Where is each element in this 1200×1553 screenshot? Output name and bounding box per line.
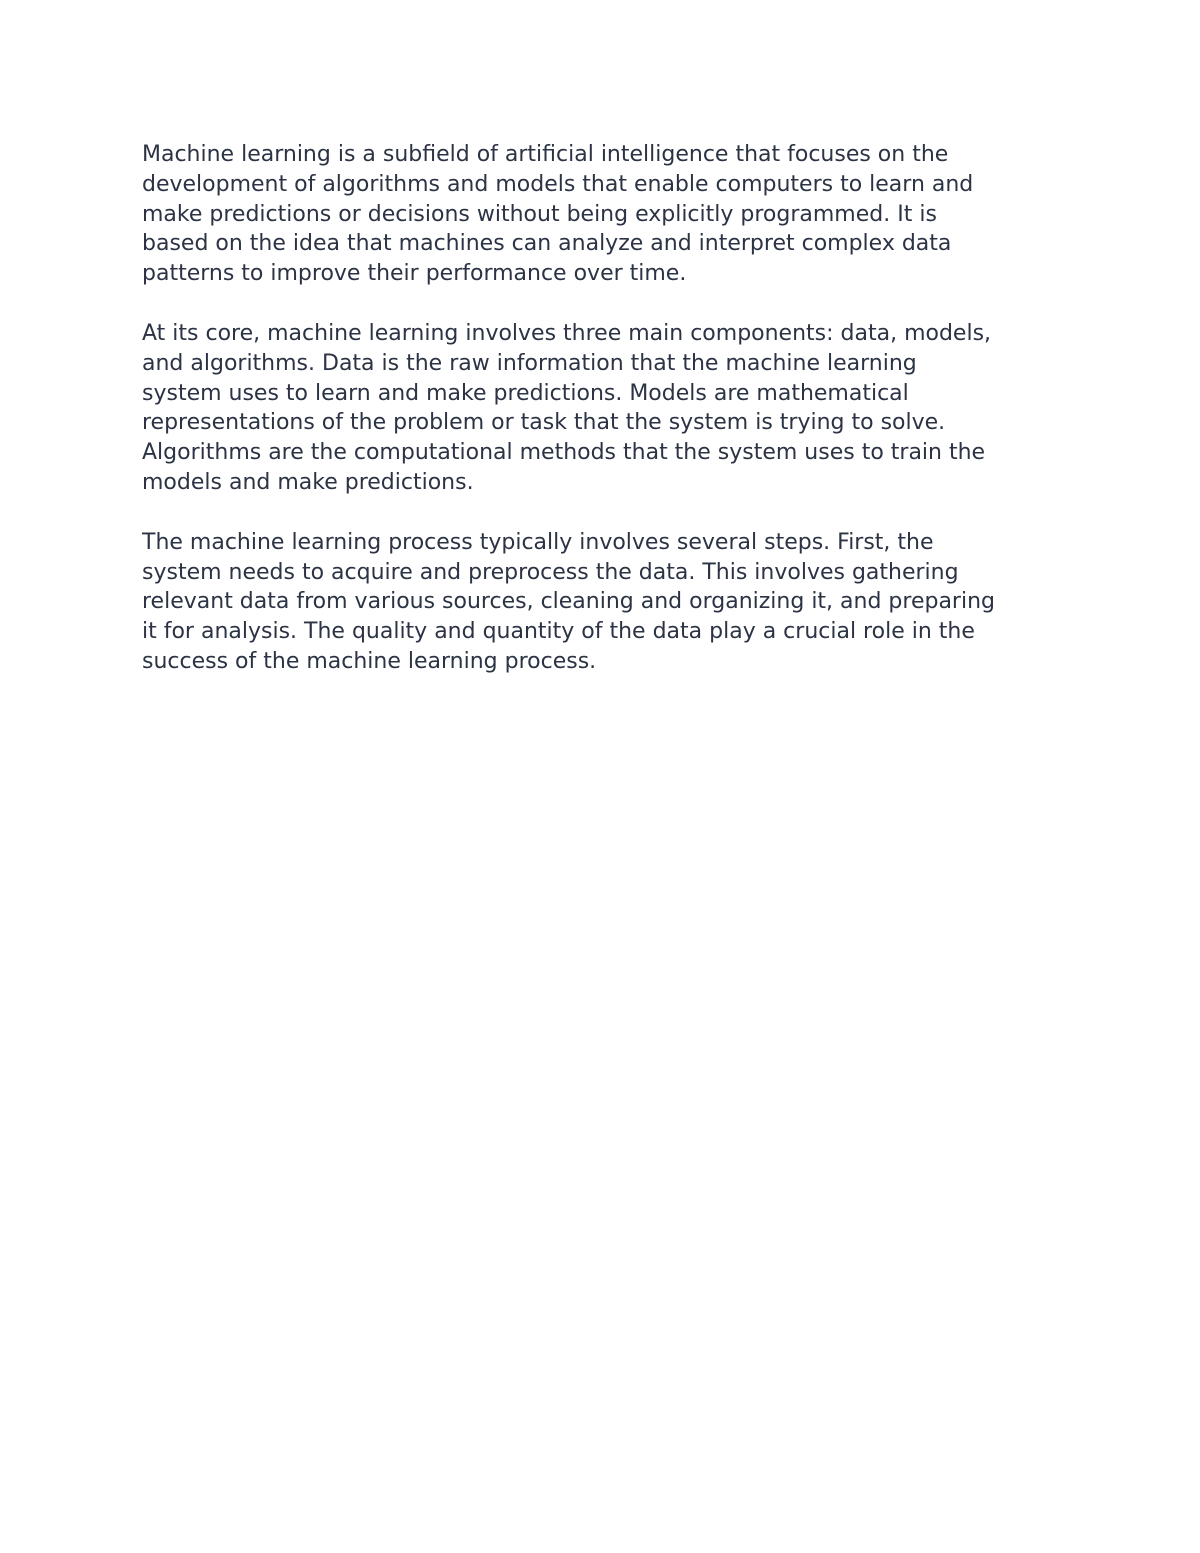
text-line: relevant data from various sources, cleaning and organizing it, and preparing	[142, 589, 995, 615]
paragraph-2	[142, 319, 1072, 498]
paragraph-3	[142, 528, 1072, 677]
text-line: patterns to improve their performance over time.	[142, 261, 687, 287]
text-line: models and make predictions.	[142, 469, 474, 495]
text-line: based on the idea that machines can analyze and interpret complex data	[142, 231, 952, 257]
text-line: make predictions or decisions without being explicitly programmed. It is	[142, 201, 937, 227]
text-line: development of algorithms and models that enable computers to learn and	[142, 171, 974, 197]
text-line: system uses to learn and make predictions. Models are mathematical	[142, 380, 909, 406]
text-line: Machine learning is a subfield of artificial intelligence that focuses on the	[142, 142, 949, 167]
text-line: representations of the problem or task that the system is trying to solve.	[142, 410, 946, 436]
text-line: The machine learning process typically involves several steps. First, the	[142, 529, 934, 555]
text-line: system needs to acquire and preprocess the data. This involves gathering	[142, 559, 959, 585]
document-body	[142, 140, 1072, 707]
paragraph-1	[142, 140, 1072, 289]
text-line: At its core, machine learning involves three main components: data, models,	[142, 320, 992, 346]
text-line: it for analysis. The quality and quantity of the data play a crucial role in the	[142, 619, 975, 645]
text-line: Algorithms are the computational methods that the system uses to train the	[142, 440, 986, 466]
text-line: success of the machine learning process.	[142, 648, 597, 674]
text-line: and algorithms. Data is the raw information that the machine learning	[142, 350, 917, 376]
